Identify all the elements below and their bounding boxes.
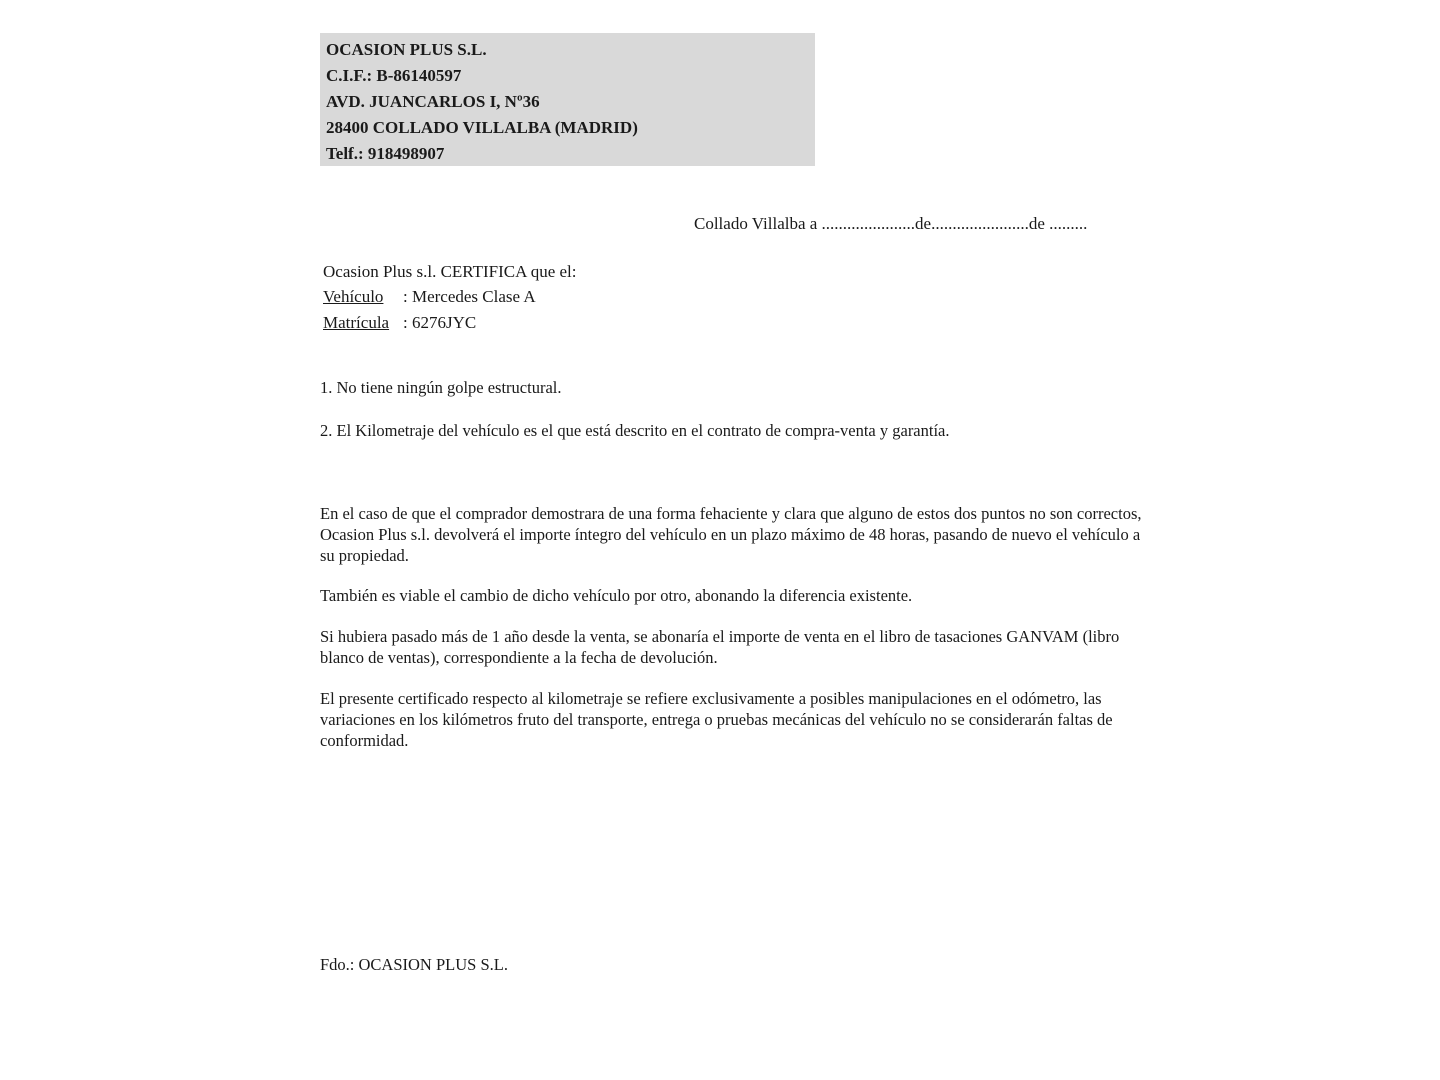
vehicle-value: : Mercedes Clase A bbox=[403, 287, 536, 306]
vehicle-row bbox=[323, 287, 536, 307]
signature: Fdo.: OCASION PLUS S.L. bbox=[320, 955, 508, 974]
company-cif: C.I.F.: B-86140597 bbox=[326, 66, 462, 85]
point-1: 1. No tiene ningún golpe estructural. bbox=[320, 378, 562, 397]
paragraph-ganvam: Si hubiera pasado más de 1 año desde la venta, se abonaría el importe de venta en el libro de tasaciones GANVAM (libro blanco de ventas), correspondiente a la fecha de devolución. bbox=[320, 627, 1120, 667]
vehicle-label: Vehículo bbox=[323, 287, 384, 306]
point-2: 2. El Kilometraje del vehículo es el que está descrito en el contrato de compra-venta y garantía. bbox=[320, 421, 950, 440]
paragraph-refund: En el caso de que el comprador demostrara de una forma fehaciente y clara que alguno de estos dos puntos no son correctos, Ocasion Plus s.l. devolverá el importe íntegro del vehículo en un plazo máximo de 48 horas, pasando de nuevo el vehículo a su propiedad. bbox=[320, 504, 1142, 565]
certifica-statement: Ocasion Plus s.l. CERTIFICA que el: bbox=[323, 262, 577, 281]
plate-label: Matrícula bbox=[323, 313, 390, 332]
company-name: OCASION PLUS S.L. bbox=[326, 40, 487, 59]
paragraph-odometer: El presente certificado respecto al kilometraje se refiere exclusivamente a posibles manipulaciones en el odómetro, las variaciones en los kilómetros fruto del transporte, entrega o pruebas mecánicas del vehículo no se considerarán faltas de conformidad. bbox=[320, 689, 1113, 750]
company-header bbox=[320, 33, 815, 166]
plate-value: : 6276JYC bbox=[403, 313, 477, 332]
paragraph-exchange: También es viable el cambio de dicho vehículo por otro, abonando la diferencia existente. bbox=[320, 586, 913, 605]
company-city: 28400 COLLADO VILLALBA (MADRID) bbox=[326, 118, 638, 137]
plate-row bbox=[323, 313, 476, 333]
date-line: Collado Villalba a ......................de.......................de ......... bbox=[694, 214, 1088, 233]
company-phone: Telf.: 918498907 bbox=[326, 144, 445, 163]
company-address: AVD. JUANCARLOS I, Nº36 bbox=[326, 92, 540, 111]
